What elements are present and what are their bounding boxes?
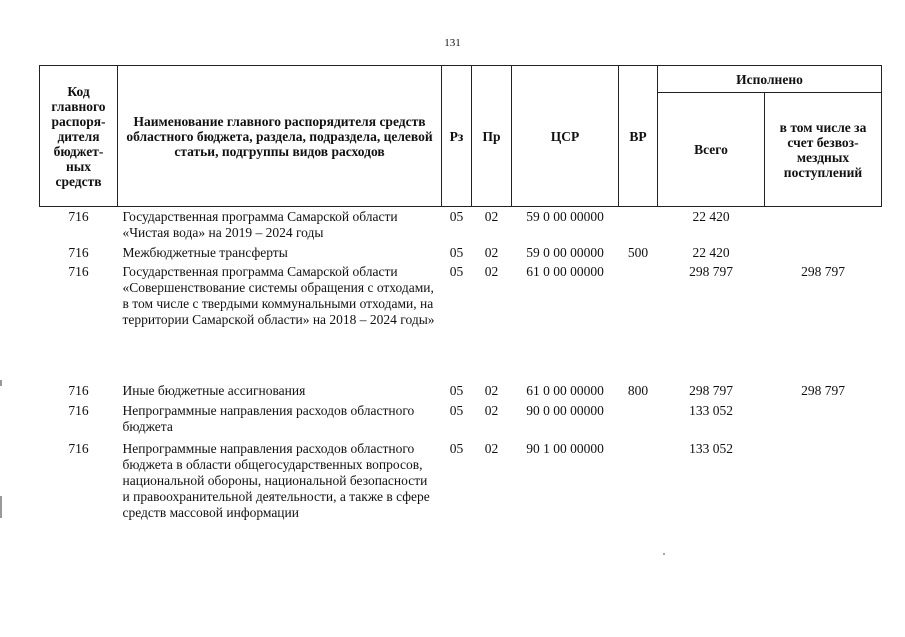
cell-name: Непрограммные направления расходов областного бюджета [122, 403, 415, 434]
header-gratuitous: в том числе за счет безвоз-мездных поступлений [765, 93, 882, 207]
cell-code: 716 [68, 245, 89, 260]
cell-csr: 61 0 00 00000 [526, 383, 604, 398]
cell-vr: 500 [627, 245, 649, 260]
cell-code: 716 [68, 209, 89, 224]
cell-total: 298 797 [689, 383, 733, 398]
cell-pr: 02 [484, 264, 499, 279]
table-row [40, 245, 882, 264]
cell-csr: 90 0 00 00000 [526, 403, 604, 418]
header-vr: ВР [619, 66, 658, 207]
cell-code: 716 [68, 383, 89, 398]
cell-total: 133 052 [689, 441, 733, 456]
cell-gratuitous [765, 403, 882, 441]
cell-rz: 05 [449, 403, 464, 418]
cell-gratuitous [765, 207, 882, 246]
table-body [40, 207, 882, 550]
cell-total: 22 420 [692, 209, 730, 224]
scan-margin-mark [0, 380, 2, 386]
cell-pr: 02 [484, 441, 499, 456]
cell-rz: 05 [449, 441, 464, 456]
cell-name: Межбюджетные трансферты [122, 245, 288, 260]
cell-pr: 02 [484, 245, 499, 260]
cell-rz: 05 [449, 209, 464, 224]
scan-speck [663, 553, 665, 555]
cell-code: 716 [68, 264, 89, 279]
cell-pr: 02 [484, 403, 499, 418]
table-header [40, 66, 882, 207]
cell-csr: 59 0 00 00000 [526, 245, 604, 260]
header-row-top [40, 66, 882, 93]
cell-vr [619, 403, 658, 441]
table-row [40, 207, 882, 246]
cell-gratuitous [765, 245, 882, 264]
header-executed: Исполнено [658, 66, 882, 93]
cell-name: Непрограммные направления расходов областного бюджета в области общегосударственных вопросов, национальной обороны, национальной безопасности и правоохранительной деятельности, а также в сфере средств массовой информации [122, 441, 430, 520]
cell-total: 22 420 [692, 245, 730, 260]
cell-vr: 800 [627, 383, 649, 398]
cell-rz: 05 [449, 264, 464, 279]
cell-total: 133 052 [689, 403, 733, 418]
cell-pr: 02 [484, 209, 499, 224]
header-csr: ЦСР [512, 66, 619, 207]
cell-rz: 05 [449, 245, 464, 260]
cell-vr [619, 207, 658, 246]
scan-margin-mark [0, 496, 2, 518]
cell-vr [619, 441, 658, 549]
cell-gratuitous: 298 797 [801, 264, 845, 279]
header-code: Код главного распоря-дителя бюджет-ных средств [40, 66, 118, 207]
budget-expenditure-table [39, 65, 882, 549]
cell-csr: 90 1 00 00000 [526, 441, 604, 456]
cell-pr: 02 [484, 383, 499, 398]
cell-total: 298 797 [689, 264, 733, 279]
header-pr: Пр [472, 66, 512, 207]
page-number: 131 [444, 37, 461, 49]
cell-rz: 05 [449, 383, 464, 398]
table-row [40, 264, 882, 383]
header-rz: Рз [442, 66, 472, 207]
cell-name: Иные бюджетные ассигнования [122, 383, 306, 398]
table-row [40, 383, 882, 403]
cell-csr: 59 0 00 00000 [526, 209, 604, 224]
header-total: Всего [658, 93, 765, 207]
cell-gratuitous: 298 797 [801, 383, 845, 398]
header-name: Наименование главного распорядителя средств областного бюджета, раздела, подраздела, целевой статьи, подгруппы видов расходов [118, 66, 442, 207]
cell-gratuitous [765, 441, 882, 549]
cell-csr: 61 0 00 00000 [526, 264, 604, 279]
table-row [40, 403, 882, 441]
table-row [40, 441, 882, 549]
cell-code: 716 [68, 441, 89, 456]
cell-name: Государственная программа Самарской области «Совершенствование системы обращения с отходами, в том числе с твердыми коммунальными отходами, на территории Самарской области» на 2018 – 2024 годы» [122, 264, 435, 327]
cell-vr [619, 264, 658, 383]
cell-code: 716 [68, 403, 89, 418]
cell-name: Государственная программа Самарской области «Чистая вода» на 2019 – 2024 годы [122, 209, 398, 240]
